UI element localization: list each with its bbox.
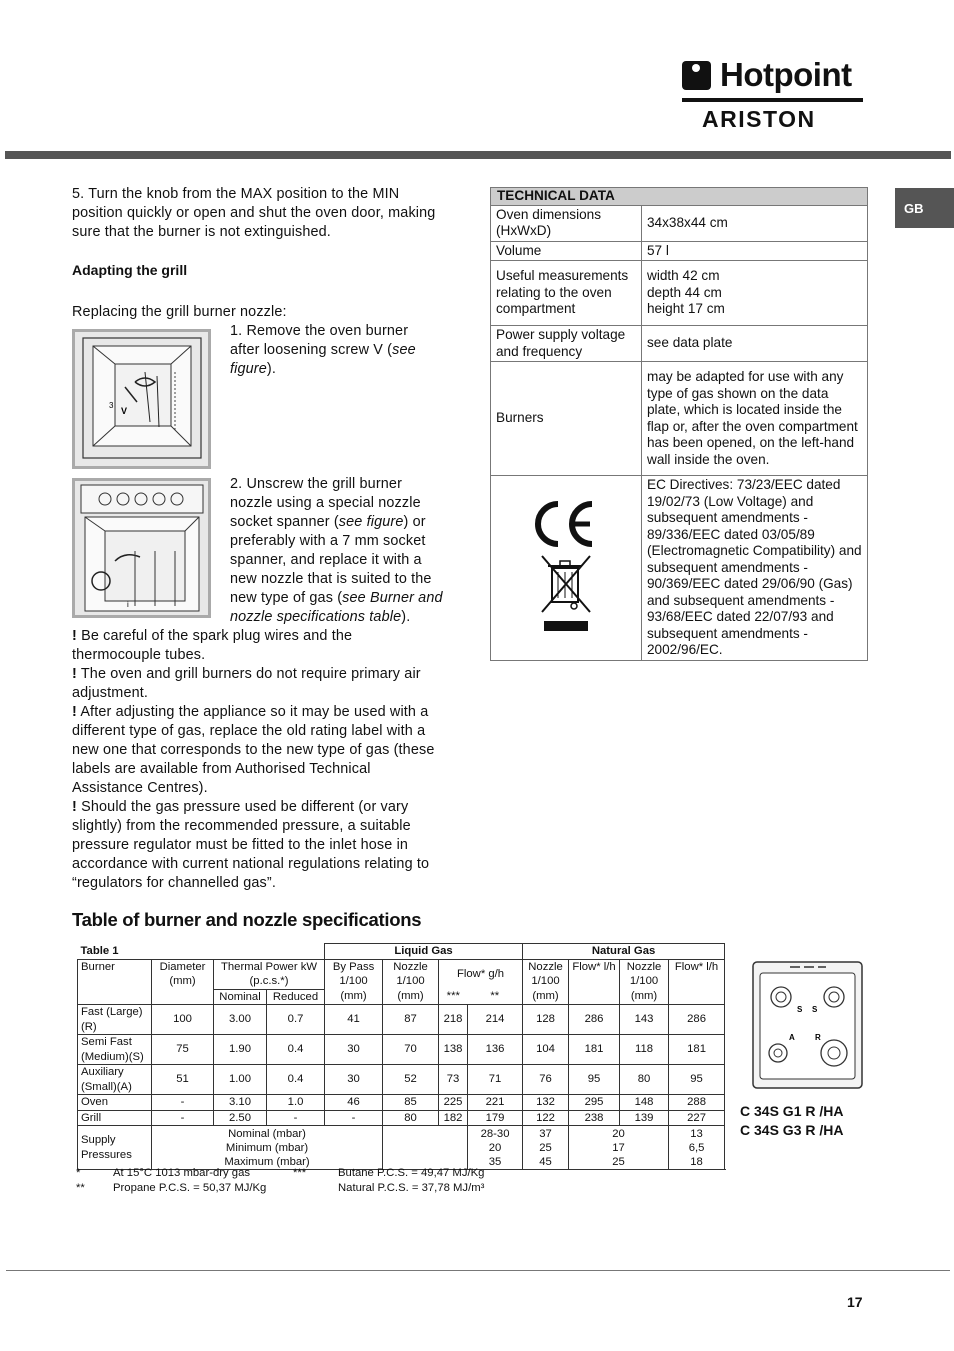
p-val: 28-30	[480, 1127, 510, 1140]
spec-body	[78, 1005, 725, 1126]
footnote-text: Butane P.C.S. = 49,47 MJ/Kg	[338, 1167, 485, 1179]
spec-group-row	[78, 944, 725, 960]
table-label: Table 1	[78, 944, 325, 960]
nat-flow-header-2: Flow* l/h	[669, 959, 725, 1005]
tech-row	[491, 205, 868, 241]
natural-gas-header: Natural Gas	[523, 944, 725, 960]
nat-nozzle-header: Nozzle 1/100 (mm)	[523, 959, 569, 1005]
burner-value: 218	[439, 1005, 468, 1035]
thermal-power-header: Thermal Power kW (p.c.s.*)	[214, 959, 325, 989]
warning-3: ! After adjusting the appliance so it may be used with a different type of gas, replace the old rating label with a new one that corresponds to the new type of gas (these labels are available from Authorised Technical Assistance Centres).	[72, 704, 435, 796]
burner-value: 143	[620, 1005, 669, 1035]
pressure-maximum: Maximum (mbar)	[224, 1155, 310, 1168]
burner-value: 100	[152, 1005, 214, 1035]
tech-label: Power supply voltage and frequency	[491, 326, 642, 362]
burner-value: 286	[669, 1005, 725, 1035]
burner-value: 30	[325, 1065, 383, 1095]
p-val: 20	[488, 1141, 502, 1154]
burner-value: 295	[569, 1095, 620, 1111]
burner-value: 179	[468, 1110, 523, 1126]
grill-nozzle-figure	[72, 478, 211, 618]
p-val: 25	[612, 1155, 625, 1168]
warning-3-text: After adjusting the appliance so it may be used with a different type of gas, replace the old rating label with a new one that corresponds to the new type of gas (these labels are available from Authorised Technical Assistance Centres).	[72, 704, 435, 796]
burner-value: 225	[439, 1095, 468, 1111]
burner-header: Burner	[78, 959, 152, 1005]
burner-value: 118	[620, 1035, 669, 1065]
burner-value: 132	[523, 1095, 569, 1111]
pressure-propane	[523, 1126, 569, 1170]
p-val: 6,5	[688, 1141, 705, 1154]
burner-row	[78, 1110, 725, 1126]
step-2-ref-table: see Burner and nozzle specifications table	[230, 590, 443, 625]
logo-divider	[682, 98, 863, 102]
bypass-header: By Pass 1/100 (mm)	[325, 959, 383, 1005]
burner-row	[78, 1005, 725, 1035]
footnote-mark: ***	[293, 1167, 307, 1179]
burner-value: 46	[325, 1095, 383, 1111]
burner-value: -	[152, 1095, 214, 1111]
flow-gh-header: Flow* g/h	[439, 959, 523, 989]
burner-value: 214	[468, 1005, 523, 1035]
reduced-header: Reduced	[267, 989, 325, 1005]
burner-value: 71	[468, 1065, 523, 1095]
burner-value: 139	[620, 1110, 669, 1126]
hob-label: R	[815, 1033, 821, 1042]
burner-value: 227	[669, 1110, 725, 1126]
burner-value: 1.0	[267, 1095, 325, 1111]
step-2-text	[230, 475, 448, 627]
supply-pressures-label: Supply Pressures	[78, 1126, 152, 1170]
pressure-natural-1	[569, 1126, 669, 1170]
burner-value: 138	[439, 1035, 468, 1065]
warning-1-text: Be careful of the spark plug wires and the thermocouple tubes.	[72, 628, 353, 663]
p-val: 20	[612, 1127, 625, 1140]
page-number: 17	[847, 1294, 863, 1310]
technical-data-table	[490, 187, 868, 661]
tech-value-line: height 17 cm	[647, 301, 725, 317]
burner-name: Fast (Large)(R)	[78, 1005, 152, 1035]
tech-row	[491, 362, 868, 476]
burner-value: 3.10	[214, 1095, 267, 1111]
burner-value: 182	[439, 1110, 468, 1126]
supply-pressure-row	[78, 1126, 725, 1170]
burner-value: 0.7	[267, 1005, 325, 1035]
pressure-empty	[383, 1126, 468, 1170]
burner-value: 136	[468, 1035, 523, 1065]
burner-value: 80	[620, 1065, 669, 1095]
burner-value: 95	[669, 1065, 725, 1095]
tech-row	[491, 476, 868, 661]
burner-value: 70	[383, 1035, 439, 1065]
warning-2: ! The oven and grill burners do not require primary air adjustment.	[72, 666, 421, 701]
p-val: 13	[690, 1127, 703, 1140]
burner-value: -	[267, 1110, 325, 1126]
burner-value: 128	[523, 1005, 569, 1035]
ce-mark-icon	[530, 496, 602, 636]
oven-burner-figure	[72, 329, 211, 469]
tech-value	[642, 261, 868, 326]
table-footnotes	[76, 1166, 484, 1196]
header-rule	[5, 151, 951, 159]
warning-2-text: The oven and grill burners do not require primary air adjustment.	[72, 666, 421, 701]
step-2-c: ).	[401, 609, 411, 625]
burner-name: Grill	[78, 1110, 152, 1126]
footnote-row	[76, 1181, 484, 1196]
adapting-grill-heading: Adapting the grill	[72, 262, 188, 278]
burner-value: 51	[152, 1065, 214, 1095]
tech-value: may be adapted for use with any type of gas shown on the data plate, which is located inside the flap or, after the oven compartment has been opened, on the left-hand wall inside the oven.	[642, 362, 868, 476]
burner-value: 0.4	[267, 1065, 325, 1095]
model-list	[740, 1102, 843, 1140]
hob-layout-figure	[752, 961, 863, 1089]
burner-row	[78, 1065, 725, 1095]
burner-value: -	[152, 1110, 214, 1126]
burner-value: 238	[569, 1110, 620, 1126]
hob-label: A	[789, 1033, 795, 1042]
stars2-header: **	[468, 989, 523, 1005]
nat-flow-header: Flow* l/h	[569, 959, 620, 1005]
burner-nozzle-table	[77, 943, 725, 1170]
burner-value: 30	[325, 1035, 383, 1065]
hob-label: S	[812, 1005, 818, 1014]
burner-value: 0.4	[267, 1035, 325, 1065]
nominal-header: Nominal	[214, 989, 267, 1005]
nozzle-header: Nozzle 1/100 (mm)	[383, 959, 439, 1005]
footnote-row	[76, 1166, 484, 1181]
burner-value: 3.00	[214, 1005, 267, 1035]
spec-table-title: Table of burner and nozzle specifications	[72, 909, 422, 930]
tech-label: Burners	[491, 362, 642, 476]
burner-value: 85	[383, 1095, 439, 1111]
pressure-minimum: Minimum (mbar)	[225, 1141, 309, 1154]
step-2-a: 2. Unscrew the grill burner nozzle using a special nozzle socket spanner (	[230, 476, 421, 530]
burner-name: Oven	[78, 1095, 152, 1111]
step-1-a: 1. Remove the oven burner after loosening screw V (	[230, 323, 409, 358]
pressure-nominal: Nominal (mbar)	[228, 1127, 306, 1140]
tech-row	[491, 261, 868, 326]
fig2-label-i: i	[127, 600, 129, 609]
tech-row	[491, 241, 868, 261]
step-1-ref: see figure	[230, 342, 416, 377]
logo-sub: ARISTON	[702, 106, 816, 132]
burner-value: 2.50	[214, 1110, 267, 1126]
burner-name: Semi Fast (Medium)(S)	[78, 1035, 152, 1065]
warning-4-text: Should the gas pressure used be different (or vary slightly) from the recommended pressure, a suitable pressure regulator must be fitted to the inlet hose in accordance with current national regulations relating to “regulators for channelled gas”.	[72, 799, 430, 891]
burner-value: 73	[439, 1065, 468, 1095]
step-2-ref-figure: see figure	[338, 514, 404, 530]
burner-value: 1.00	[214, 1065, 267, 1095]
footnote-text: At 15°C 1013 mbar-dry gas	[113, 1167, 251, 1179]
step-5-text: 5. Turn the knob from the MAX position to the MIN position quickly or open and shut the oven door, making sure that the burner is not extinguished.	[72, 186, 436, 240]
burner-value: 52	[383, 1065, 439, 1095]
tech-value: EC Directives: 73/23/EEC dated 19/02/73 (Low Voltage) and subsequent amendments - 89/336/EEC dated 03/05/89 (Electromagnetic Compatibility) and subsequent amendments - 90/369/EEC dated 29/06/90 (Gas) and subsequent amendments - 93/68/EEC dated 22/07/93 and subsequent amendments - 2002/96/EC.	[642, 476, 868, 661]
model-name: C 34S G1 R /HA	[740, 1103, 844, 1119]
stars3-header: ***	[439, 989, 468, 1005]
logo-brand: Hotpoint	[720, 56, 852, 93]
hob-label: S	[797, 1005, 803, 1014]
p-val: 25	[539, 1141, 552, 1154]
language-tab: GB	[895, 188, 954, 228]
tech-label: Oven dimensions (HxWxD)	[491, 205, 642, 241]
hotpoint-ariston-logo	[682, 56, 864, 136]
diameter-header: Diameter (mm)	[152, 959, 214, 1005]
burner-value: 80	[383, 1110, 439, 1126]
footnote-mark: *	[76, 1167, 81, 1179]
burner-value: 87	[383, 1005, 439, 1035]
burner-value: 181	[569, 1035, 620, 1065]
p-val: 35	[488, 1155, 502, 1168]
burner-value: 221	[468, 1095, 523, 1111]
weee-bin-icon	[542, 556, 590, 631]
tech-row	[491, 326, 868, 362]
burner-value: 41	[325, 1005, 383, 1035]
tech-header-row	[491, 188, 868, 206]
tech-value: 57 l	[642, 241, 868, 261]
footnote-mark: **	[76, 1182, 85, 1194]
burner-value: 95	[569, 1065, 620, 1095]
burner-value: 1.90	[214, 1035, 267, 1065]
ce-weee-cell	[491, 476, 642, 661]
burner-value: 286	[569, 1005, 620, 1035]
fig1-label-v: V	[121, 406, 128, 416]
nat-nozzle-header-2: Nozzle 1/100 (mm)	[620, 959, 669, 1005]
tech-value: see data plate	[642, 326, 868, 362]
burner-value: 104	[523, 1035, 569, 1065]
replacing-text: Replacing the grill burner nozzle:	[72, 304, 287, 320]
model-name: C 34S G3 R /HA	[740, 1122, 844, 1138]
footnote-text: Natural P.C.S. = 37,78 MJ/m³	[338, 1182, 485, 1194]
pressure-natural-2	[669, 1126, 725, 1170]
burner-value: 288	[669, 1095, 725, 1111]
tech-header: TECHNICAL DATA	[491, 188, 868, 206]
step-1-text	[230, 322, 440, 379]
footnote-text: Propane P.C.S. = 50,37 MJ/Kg	[113, 1182, 267, 1194]
burner-value: 181	[669, 1035, 725, 1065]
p-val: 18	[690, 1155, 703, 1168]
burner-value: 76	[523, 1065, 569, 1095]
tech-value-line: depth 44 cm	[647, 284, 722, 300]
burner-row	[78, 1095, 725, 1111]
burner-name: Auxiliary (Small)(A)	[78, 1065, 152, 1095]
liquid-gas-header: Liquid Gas	[325, 944, 523, 960]
burner-value: 75	[152, 1035, 214, 1065]
tech-value-line: width 42 cm	[647, 268, 720, 284]
step-2-b: ) or preferably with a 7 mm socket spanner, and replace it with a new nozzle that is suited to the new type of gas (	[230, 514, 432, 606]
warning-1: ! Be careful of the spark plug wires and the thermocouple tubes.	[72, 628, 353, 663]
fig1-label-3: 3	[109, 401, 114, 410]
p-val: 37	[539, 1127, 552, 1140]
burner-row	[78, 1035, 725, 1065]
pressure-butane	[468, 1126, 523, 1170]
tech-label: Volume	[491, 241, 642, 261]
warning-4: ! Should the gas pressure used be different (or vary slightly) from the recommended pressure, a suitable pressure regulator must be fitted to the inlet hose in accordance with current national regulations relating to “regulators for channelled gas”.	[72, 799, 430, 891]
tech-value: 34x38x44 cm	[642, 205, 868, 241]
p-val: 45	[539, 1155, 552, 1168]
logo-mark-icon	[682, 61, 711, 90]
step-1-b: ).	[266, 361, 276, 377]
burner-value: 122	[523, 1110, 569, 1126]
p-val: 17	[612, 1141, 625, 1154]
footer-rule	[6, 1270, 950, 1271]
burner-value: -	[325, 1110, 383, 1126]
tech-label: Useful measurements relating to the oven compartment	[491, 261, 642, 326]
pressure-labels	[152, 1126, 383, 1170]
burner-value: 148	[620, 1095, 669, 1111]
spec-header-row	[78, 959, 725, 989]
